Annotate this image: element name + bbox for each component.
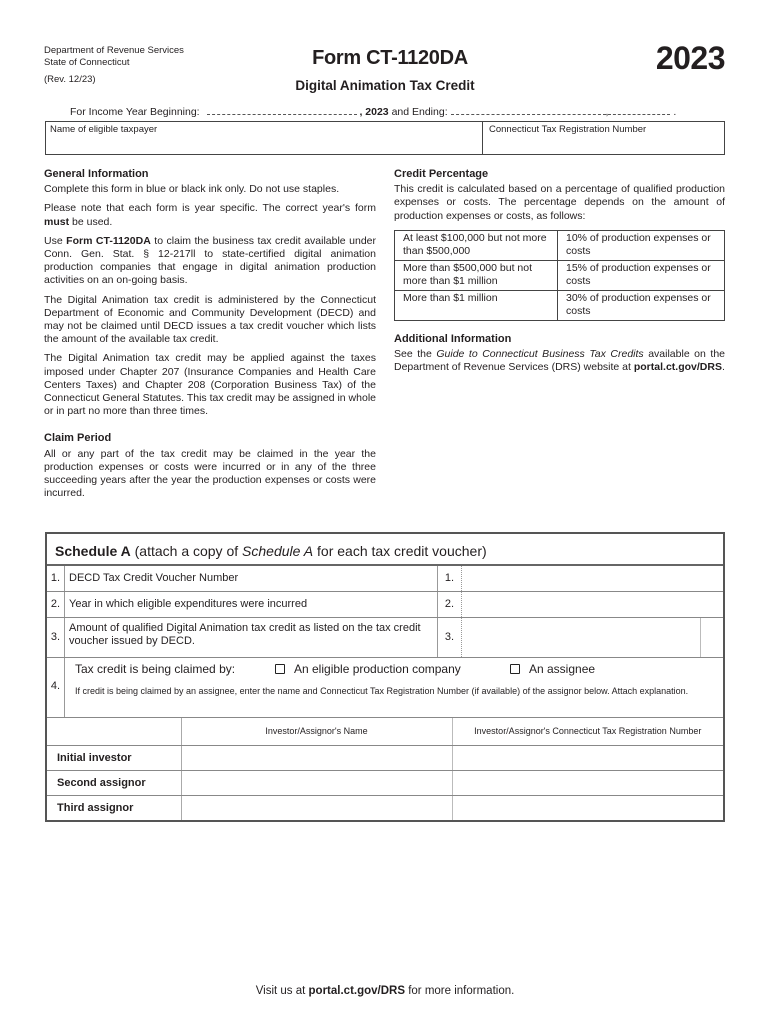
- income-year-ending-year-field[interactable]: [608, 105, 670, 115]
- income-year-line: For Income Year Beginning: , 2023 and Ending: , .: [70, 106, 677, 118]
- voucher-number-input[interactable]: [462, 566, 723, 591]
- rate-cell: 10% of production expenses or costs: [558, 230, 725, 260]
- drs-portal-link[interactable]: portal.ct.gov/DRS: [633, 361, 722, 374]
- schedule-a: [45, 532, 725, 822]
- line-label: DECD Tax Credit Voucher Number: [65, 566, 438, 591]
- claimed-by-label: Tax credit is being claimed by:: [75, 662, 236, 676]
- taxpayer-registration-label: Connecticut Tax Registration Number: [489, 124, 647, 135]
- header-cell: Investor/Assignor's Name: [181, 718, 452, 745]
- table-row: [47, 795, 723, 820]
- credit-percentage-section: [394, 168, 725, 380]
- line-number: 1.: [47, 566, 65, 591]
- assignee-label: An assignee: [529, 662, 596, 676]
- schedule-line-3: [47, 618, 723, 658]
- rate-cell: 30% of production expenses or costs: [558, 290, 725, 320]
- agency-name: Department of Revenue Services: [44, 45, 184, 56]
- investor-name-input[interactable]: [181, 795, 452, 820]
- schedule-a-title: Schedule A (attach a copy of Schedule A for each tax credit voucher): [47, 534, 723, 566]
- header-cell: [47, 718, 181, 745]
- general-info-heading: General Information: [44, 168, 149, 180]
- additional-info-heading: Additional Information: [394, 332, 512, 345]
- line-number: 2.: [47, 592, 65, 617]
- range-cell: At least $100,000 but not more than $500,000: [395, 230, 558, 260]
- line-ref: 2.: [438, 592, 462, 617]
- general-info-p2: Please note that each form is year specific. The correct year's form must be used.: [44, 202, 376, 228]
- investor-table-header: [47, 718, 723, 745]
- income-year-ending-field[interactable]: [451, 105, 606, 115]
- investor-registration-input[interactable]: [452, 745, 723, 770]
- production-company-option[interactable]: [275, 662, 510, 676]
- line-label: Amount of qualified Digital Animation tax credit as listed on the tax credit voucher issued by DECD.: [65, 618, 438, 657]
- schedule-line-4: [47, 658, 723, 718]
- taxpayer-name-label: Name of eligible taxpayer: [50, 124, 158, 135]
- tax-year: 2023: [655, 40, 725, 76]
- line-ref: 1.: [438, 566, 462, 591]
- expenditure-year-input[interactable]: [462, 592, 723, 617]
- revision-date: (Rev. 12/23): [44, 74, 96, 85]
- row-label: Second assignor: [47, 770, 181, 795]
- credit-percentage-table: [394, 230, 725, 321]
- claim-period-text: All or any part of the tax credit may be claimed in the year the production expenses or costs were incurred or in any of the three succeeding years after the year the production expenses or costs were incurred.: [44, 447, 376, 500]
- agency-state: State of Connecticut: [44, 56, 130, 68]
- general-info-p1: Complete this form in blue or black ink only. Do not use staples.: [44, 183, 340, 196]
- schedule-line-1: [47, 566, 723, 592]
- row-label: Third assignor: [47, 795, 181, 820]
- investor-registration-input[interactable]: [452, 795, 723, 820]
- table-row: [395, 230, 725, 260]
- form-title: Form CT-1120DA: [312, 47, 468, 69]
- credit-percentage-text: This credit is calculated based on a percentage of qualified production expenses or costs. The percentage depends on the amount of production expenses or costs, as follows:: [394, 183, 725, 222]
- schedule-line-2: [47, 592, 723, 618]
- footer: Visit us at portal.ct.gov/DRS for more information.: [255, 985, 515, 997]
- agency-block: [44, 45, 184, 68]
- table-row: [47, 745, 723, 770]
- line-number: 3.: [47, 618, 65, 657]
- assignee-option[interactable]: [510, 662, 595, 676]
- investor-table: [47, 718, 723, 820]
- income-year-bold: , 2023: [359, 106, 389, 118]
- range-cell: More than $500,000 but not more than $1 million: [395, 260, 558, 290]
- investor-name-input[interactable]: [181, 745, 452, 770]
- footer-portal-link[interactable]: portal.ct.gov/DRS: [308, 985, 406, 997]
- taxpayer-info-box: [45, 121, 725, 155]
- range-cell: More than $1 million: [395, 290, 558, 320]
- income-year-beginning-field[interactable]: [207, 105, 357, 115]
- additional-info-text: See the Guide to Connecticut Business Tax Credits available on the Department of Revenue Services (DRS) website at portal.ct.gov/DRS.: [394, 348, 725, 374]
- claim-period-heading: Claim Period: [44, 432, 112, 445]
- taxpayer-name-field[interactable]: [46, 122, 483, 154]
- assignee-note: If credit is being claimed by an assignee, enter the name and Connecticut Tax Registration Number (if available) of the assignor below. Attach explanation.: [75, 686, 689, 696]
- table-row: [395, 260, 725, 290]
- line-number: 4.: [47, 658, 65, 717]
- taxpayer-registration-field[interactable]: [483, 122, 724, 154]
- investor-registration-input[interactable]: [452, 770, 723, 795]
- general-info-p3: Use Form CT-1120DA to claim the business tax credit available under Conn. Gen. Stat. § 12-217ll to state-certified digital animation production companies that engage in digital animation production activities on an on-going basis.: [44, 234, 376, 287]
- general-info-p5: The Digital Animation tax credit may be applied against the taxes imposed under Chapter 207 (Insurance Companies and Health Care Centers Taxes) and Chapter 208 (Corporation Business Tax) of the Connecticut General Statutes. This tax credit may be assigned in whole or in part no more than three times.: [44, 352, 376, 418]
- income-year-ending-label: and Ending:: [391, 106, 448, 118]
- rate-cell: 15% of production expenses or costs: [558, 260, 725, 290]
- table-row: [47, 770, 723, 795]
- income-year-beginning-label: For Income Year Beginning:: [70, 106, 200, 118]
- production-company-checkbox[interactable]: [275, 664, 285, 674]
- claimed-by-line: [75, 662, 713, 676]
- credit-percentage-heading: Credit Percentage: [394, 168, 489, 180]
- general-info-p4: The Digital Animation tax credit is administered by the Connecticut Department of Economic and Community Development (DECD) and may not be claimed until DECD issues a tax credit voucher which lists the amount of the available tax credit.: [44, 293, 376, 346]
- investor-name-input[interactable]: [181, 770, 452, 795]
- assignee-checkbox[interactable]: [510, 664, 520, 674]
- line-label: Year in which eligible expenditures were incurred: [65, 592, 438, 617]
- credit-amount-input[interactable]: [462, 618, 701, 657]
- form-subtitle: Digital Animation Tax Credit: [295, 78, 475, 93]
- line-ref: 3.: [438, 618, 462, 657]
- header-cell: Investor/Assignor's Connecticut Tax Registration Number: [452, 718, 723, 745]
- credit-amount-cents-input[interactable]: [701, 618, 723, 657]
- row-label: Initial investor: [47, 745, 181, 770]
- production-company-label: An eligible production company: [294, 662, 461, 676]
- general-information-section: [44, 168, 376, 506]
- table-row: [395, 290, 725, 320]
